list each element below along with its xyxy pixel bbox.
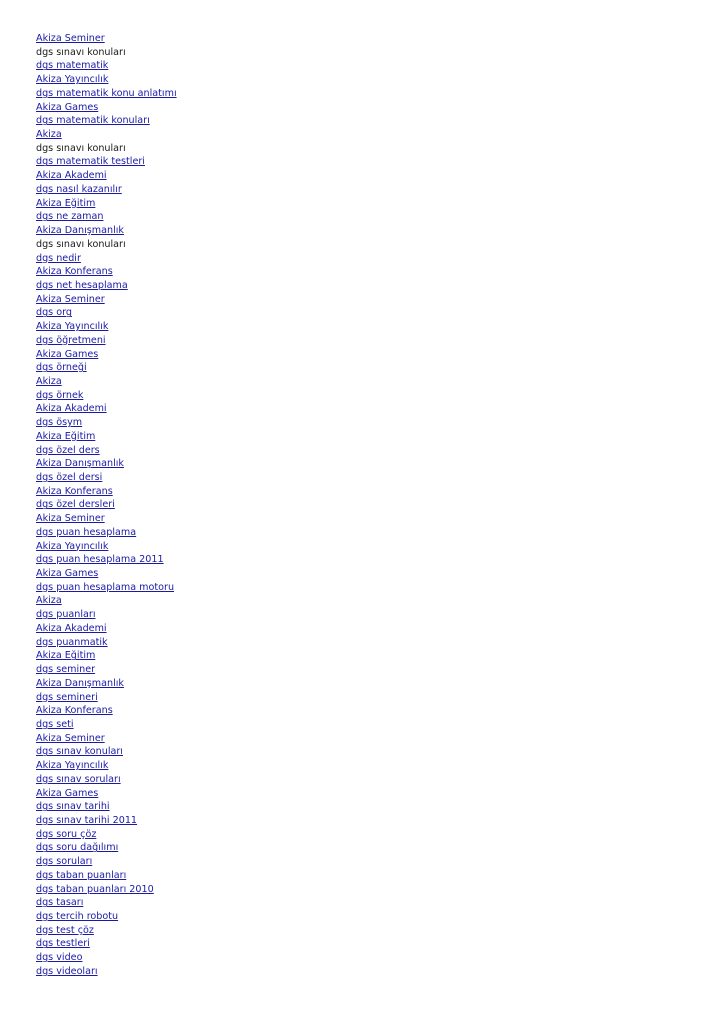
keyword-link[interactable]: dgs özel dersleri xyxy=(36,499,115,511)
list-item xyxy=(36,128,696,142)
list-item xyxy=(36,375,696,389)
list-item xyxy=(36,224,696,238)
list-item xyxy=(36,485,696,499)
keyword-link[interactable]: dgs matematik testleri xyxy=(36,156,145,168)
keyword-link[interactable]: Akiza Danışmanlık xyxy=(36,225,124,237)
keyword-link[interactable]: dgs puanmatik xyxy=(36,636,108,648)
keyword-link[interactable]: dgs net hesaplama xyxy=(36,279,128,291)
keyword-link[interactable]: Akiza xyxy=(36,595,62,607)
keyword-link[interactable]: Akiza Yayıncılık xyxy=(36,74,109,86)
keyword-link[interactable]: dgs sınav tarihi xyxy=(36,801,110,813)
list-item xyxy=(36,73,696,87)
keyword-link[interactable]: Akiza Akademi xyxy=(36,622,107,634)
list-item xyxy=(36,169,696,183)
keyword-link[interactable]: dgs taban puanları 2010 xyxy=(36,883,154,895)
list-item xyxy=(36,567,696,581)
keyword-link[interactable]: dgs ösym xyxy=(36,417,83,429)
list-item xyxy=(36,622,696,636)
list-item xyxy=(36,636,696,650)
list-item xyxy=(36,32,696,46)
list-item xyxy=(36,910,696,924)
keyword-link[interactable]: Akiza Yayıncılık xyxy=(36,321,109,333)
keyword-link[interactable]: dgs semineri xyxy=(36,691,98,703)
keyword-link[interactable]: Akiza Akademi xyxy=(36,170,107,182)
list-item xyxy=(36,841,696,855)
keyword-link[interactable]: dgs özel ders xyxy=(36,444,100,456)
list-item xyxy=(36,883,696,897)
list-item xyxy=(36,663,696,677)
keyword-link[interactable]: dgs puan hesaplama xyxy=(36,526,137,538)
list-item xyxy=(36,855,696,869)
keyword-link[interactable]: dgs sınav tarihi 2011 xyxy=(36,814,138,826)
keyword-link[interactable]: Akiza Danışmanlık xyxy=(36,458,124,470)
list-item xyxy=(36,444,696,458)
keyword-link[interactable]: dgs özel dersi xyxy=(36,472,103,483)
keyword-link[interactable]: dgs matematik konuları xyxy=(36,115,150,127)
keyword-link[interactable]: Akiza Seminer xyxy=(36,33,105,44)
link-list xyxy=(36,32,696,979)
keyword-link[interactable]: dgs matematik konu anlatımı xyxy=(36,87,177,99)
list-item xyxy=(36,608,696,622)
list-item xyxy=(36,924,696,938)
keyword-link[interactable]: Akiza Akademi xyxy=(36,403,107,415)
list-item xyxy=(36,320,696,334)
list-item xyxy=(36,210,696,224)
list-item xyxy=(36,526,696,540)
list-item xyxy=(36,155,696,169)
list-item xyxy=(36,951,696,965)
list-item xyxy=(36,402,696,416)
keyword-link[interactable]: Akiza Games xyxy=(36,568,99,580)
list-item xyxy=(36,773,696,787)
list-item xyxy=(36,704,696,718)
keyword-text: dgs sınavı konuları xyxy=(36,238,126,250)
keyword-link[interactable]: Akiza Games xyxy=(36,348,99,360)
list-item xyxy=(36,59,696,73)
list-item xyxy=(36,649,696,663)
keyword-link[interactable]: dgs videoları xyxy=(36,965,98,977)
list-item xyxy=(36,389,696,403)
list-item xyxy=(36,279,696,293)
keyword-link[interactable]: dgs örneği xyxy=(36,362,87,374)
keyword-link[interactable]: dgs sınav konuları xyxy=(36,746,123,758)
keyword-link[interactable]: dgs soru çöz xyxy=(36,828,97,840)
list-item xyxy=(36,965,696,979)
keyword-link[interactable]: dgs ne zaman xyxy=(36,211,104,223)
list-item xyxy=(36,334,696,348)
list-item xyxy=(36,183,696,197)
keyword-link[interactable]: Akiza xyxy=(36,375,62,387)
list-item xyxy=(36,594,696,608)
keyword-link[interactable]: dgs taban puanları xyxy=(36,869,127,881)
keyword-link[interactable]: dgs seti xyxy=(36,718,74,730)
list-item xyxy=(36,787,696,801)
list-item xyxy=(36,430,696,444)
keyword-link[interactable]: dgs puanları xyxy=(36,609,96,621)
keyword-text: dgs sınavı konuları xyxy=(36,46,126,58)
keyword-link[interactable]: Akiza Danışmanlık xyxy=(36,677,124,689)
keyword-link[interactable]: dgs tasarı xyxy=(36,897,84,909)
keyword-link[interactable]: dgs puan hesaplama 2011 xyxy=(36,554,164,566)
keyword-link[interactable]: dgs test çöz xyxy=(36,924,94,936)
keyword-link[interactable]: Akiza Konferans xyxy=(36,266,113,278)
keyword-link[interactable]: Akiza Konferans xyxy=(36,705,113,717)
list-item xyxy=(36,759,696,773)
list-item xyxy=(36,306,696,320)
keyword-link[interactable]: Akiza Eğitim xyxy=(36,430,96,442)
list-item xyxy=(36,114,696,128)
keyword-link[interactable]: Akiza xyxy=(36,129,62,141)
keyword-link[interactable]: Akiza Yayıncılık xyxy=(36,540,109,552)
list-item xyxy=(36,896,696,910)
keyword-link[interactable]: dgs testleri xyxy=(36,938,90,950)
keyword-link[interactable]: Akiza Eğitim xyxy=(36,197,96,209)
list-item xyxy=(36,252,696,266)
list-item xyxy=(36,800,696,814)
list-item xyxy=(36,142,696,156)
keyword-text: dgs sınavı konuları xyxy=(36,142,126,154)
list-item xyxy=(36,293,696,307)
list-item xyxy=(36,361,696,375)
keyword-link[interactable]: dgs soruları xyxy=(36,856,93,868)
keyword-link[interactable]: dgs video xyxy=(36,952,83,964)
list-item xyxy=(36,553,696,567)
list-item xyxy=(36,718,696,732)
keyword-link[interactable]: Akiza Seminer xyxy=(36,513,105,525)
list-item xyxy=(36,732,696,746)
list-item xyxy=(36,540,696,554)
keyword-link[interactable]: dgs tercih robotu xyxy=(36,911,119,922)
list-item xyxy=(36,512,696,526)
keyword-link[interactable]: Akiza Seminer xyxy=(36,732,105,744)
keyword-link[interactable]: Akiza Eğitim xyxy=(36,650,96,662)
list-item xyxy=(36,937,696,951)
list-item xyxy=(36,197,696,211)
list-item xyxy=(36,87,696,101)
list-item xyxy=(36,265,696,279)
list-item xyxy=(36,416,696,430)
list-item xyxy=(36,828,696,842)
list-item xyxy=(36,869,696,883)
keyword-link[interactable]: dgs örnek xyxy=(36,389,84,401)
keyword-link[interactable]: dgs öğretmeni xyxy=(36,334,106,346)
keyword-link[interactable]: dgs puan hesaplama motoru xyxy=(36,581,175,593)
keyword-link[interactable]: dgs matematik xyxy=(36,60,109,72)
list-item xyxy=(36,745,696,759)
keyword-link[interactable]: dgs nedir xyxy=(36,252,81,264)
keyword-link[interactable]: dgs soru dağılımı xyxy=(36,842,119,854)
list-item xyxy=(36,238,696,252)
list-item xyxy=(36,457,696,471)
keyword-link[interactable]: Akiza Games xyxy=(36,101,99,113)
list-item xyxy=(36,471,696,485)
list-item xyxy=(36,46,696,60)
list-item xyxy=(36,677,696,691)
keyword-link[interactable]: dgs org xyxy=(36,307,72,319)
list-item xyxy=(36,498,696,512)
document-page xyxy=(36,32,696,979)
list-item xyxy=(36,814,696,828)
keyword-link[interactable]: Akiza Games xyxy=(36,787,99,799)
keyword-link[interactable]: Akiza Konferans xyxy=(36,485,113,497)
list-item xyxy=(36,101,696,115)
keyword-link[interactable]: Akiza Seminer xyxy=(36,293,105,305)
list-item xyxy=(36,691,696,705)
keyword-link[interactable]: dgs sınav soruları xyxy=(36,773,121,785)
keyword-link[interactable]: Akiza Yayıncılık xyxy=(36,760,109,772)
list-item xyxy=(36,348,696,362)
keyword-link[interactable]: dgs nasıl kazanılır xyxy=(36,183,122,195)
list-item xyxy=(36,581,696,595)
keyword-link[interactable]: dgs seminer xyxy=(36,664,96,676)
